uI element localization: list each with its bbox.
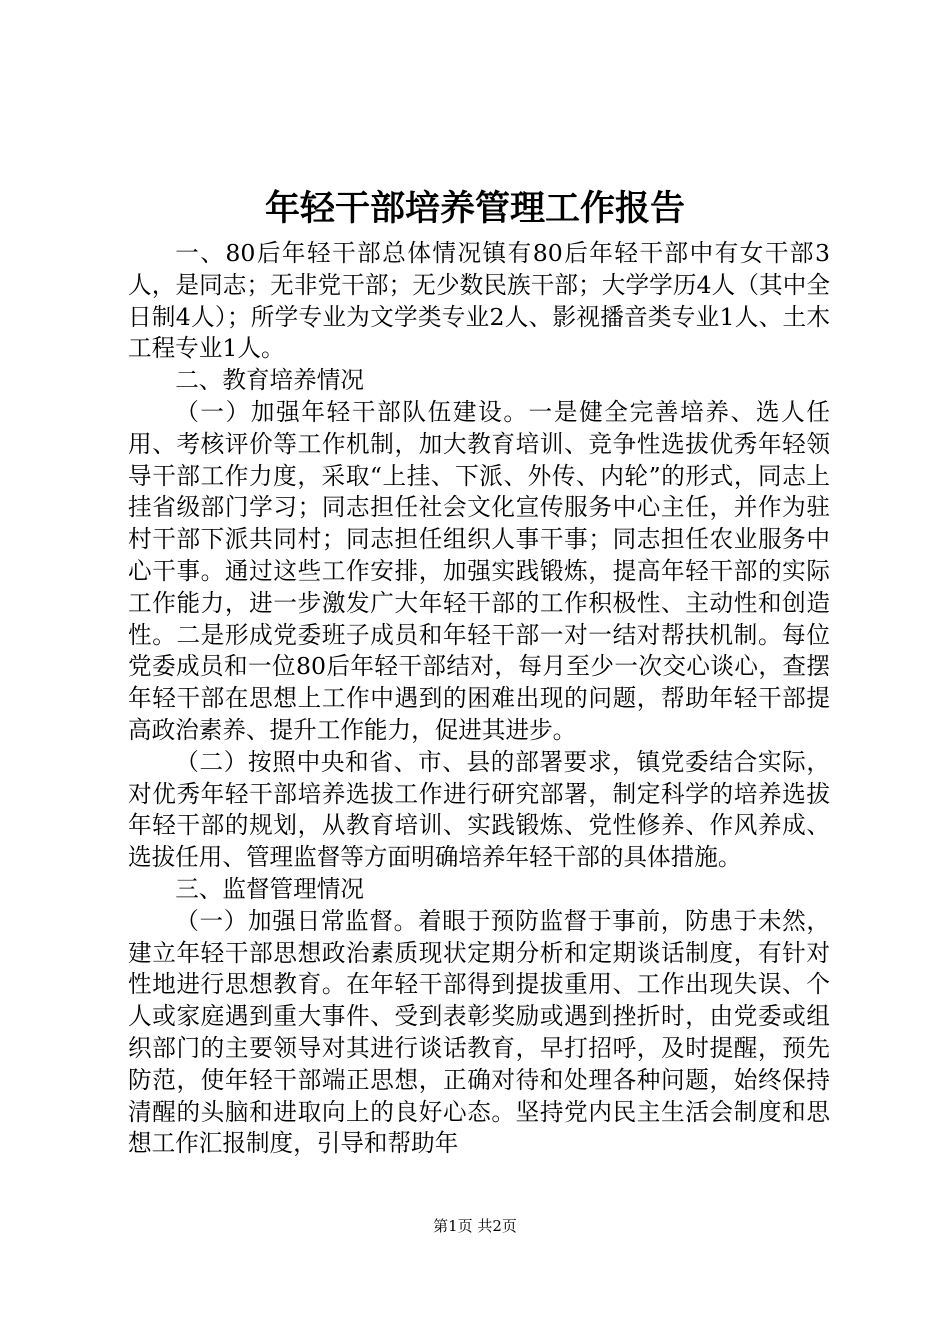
paragraph-daily-supervision: （一）加强日常监督。着眼于预防监督于事前，防患于未然，建立年轻干部思想政治素质现状定期分析和定期谈话制度，有针对性地进行思想教育。在年轻干部得到提拔重用、工作出现失误、个人或家庭遇到重大事件、受到表彰奖励或遇到挫折时，由党委或组织部门的主要领导对其进行谈话教育，早打招呼，及时提醒，预先防范，使年轻干部端正思想，正确对待和处理各种问题，始终保持清醒的头脑和进取向上的良好心态。坚持党内民主生活会制度和思想工作汇报制度，引导和帮助年	[128, 906, 830, 1158]
paragraph-team-building: （一）加强年轻干部队伍建设。一是健全完善培养、选人任用、考核评价等工作机制，加大教育培训、竞争性选拔优秀年轻领导干部工作力度，采取“上挂、下派、外传、内轮”的形式，同志上挂省级部门学习；同志担任社会文化宣传服务中心主任，并作为驻村干部下派共同村；同志担任组织人事干事；同志担任农业服务中心干事。通过这些工作安排，加强实践锻炼，提高年轻干部的实际工作能力，进一步激发广大年轻干部的工作积极性、主动性和创造性。二是形成党委班子成员和年轻干部一对一结对帮扶机制。每位党委成员和一位80后年轻干部结对，每月至少一次交心谈心，查摆年轻干部在思想上工作中遇到的困难出现的问题，帮助年轻干部提高政治素养、提升工作能力，促进其进步。	[128, 397, 830, 744]
section-heading-supervision: 三、监督管理情况	[175, 874, 364, 903]
paragraph-deployment: （二）按照中央和省、市、县的部署要求，镇党委结合实际，对优秀年轻干部培养选拔工作进行研究部署，制定科学的培养选拔年轻干部的规划，从教育培训、实践锻炼、党性修养、作风养成、选拔任用、管理监督等方面明确培养年轻干部的具体措施。	[128, 747, 830, 872]
document-body	[128, 238, 830, 1160]
paragraph-overview: 一、80后年轻干部总体情况镇有80后年轻干部中有女干部3人，是同志；无非党干部；无少数民族干部；大学学历4人（其中全日制4人）；所学专业为文学类专业2人、影视播音类专业1人、土木工程专业1人。	[128, 239, 830, 363]
document-title: 年轻干部培养管理工作报告	[264, 188, 685, 229]
section-heading-education: 二、教育培养情况	[175, 366, 364, 395]
page-footer: 第1页 共2页	[433, 1217, 517, 1235]
